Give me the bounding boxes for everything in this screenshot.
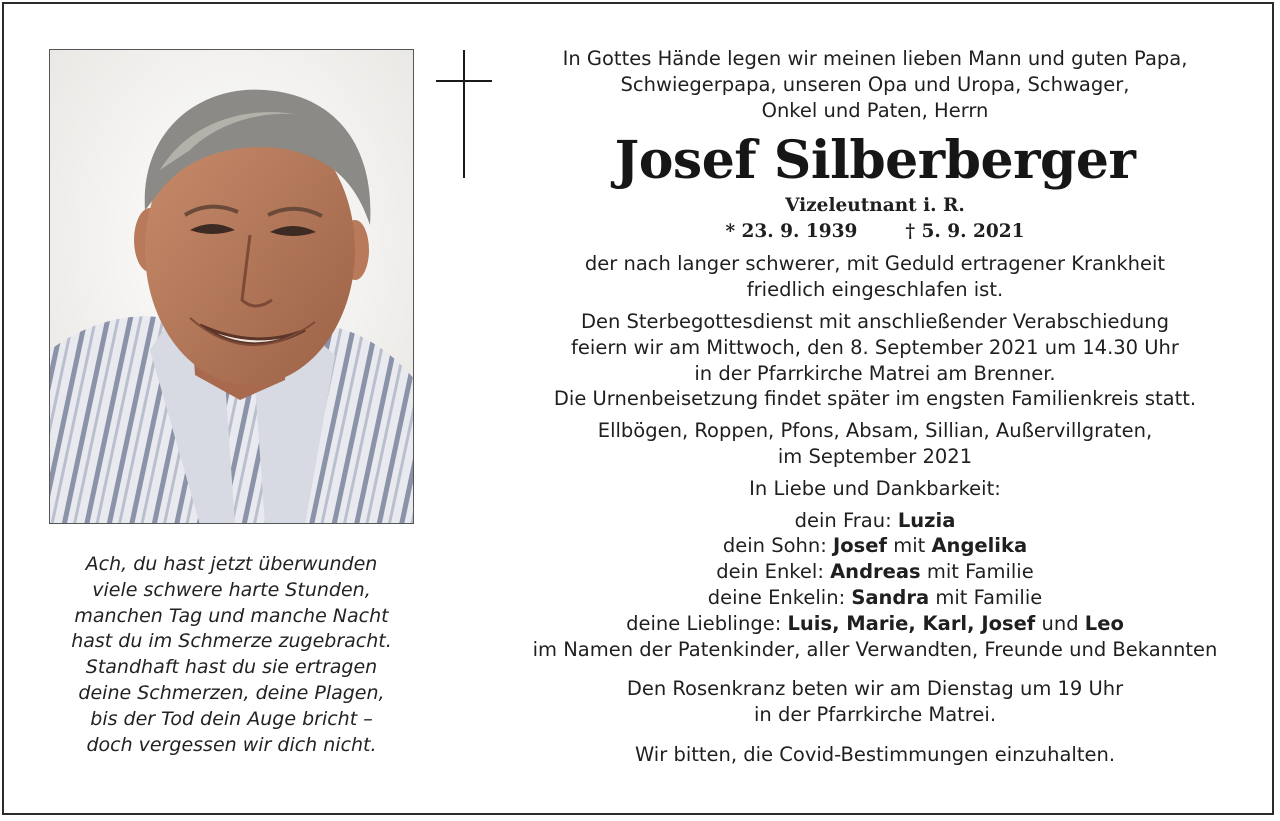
death-date: † 5. 9. 2021 xyxy=(905,221,1025,243)
poem-line: Ach, du hast jetzt überwunden xyxy=(85,553,378,575)
family-member-name: Luzia xyxy=(897,508,956,532)
family-favorites xyxy=(504,611,1246,637)
family-label: dein Sohn: xyxy=(722,534,834,558)
service-line: in der Pfarrkirche Matrei am Brenner. xyxy=(694,361,1056,385)
family-connector: mit xyxy=(887,534,932,558)
family-suffix: mit Familie xyxy=(920,560,1034,584)
family-connector: und xyxy=(1035,611,1085,635)
obituary-text xyxy=(504,46,1246,768)
poem-line: hast du im Schmerze zugebracht. xyxy=(71,630,392,653)
intro-line: In Gottes Hände legen wir meinen lieben Mann und guten Papa, xyxy=(562,47,1188,70)
rosary-line: Den Rosenkranz beten wir am Dienstag um 19 Uhr xyxy=(626,677,1124,701)
intro-line: Schwiegerpapa, unseren Opa und Uropa, Schwager, xyxy=(620,72,1130,96)
family-son xyxy=(504,533,1246,559)
love-line: In Liebe und Dankbarkeit: xyxy=(749,476,1001,500)
memorial-poem xyxy=(49,552,414,758)
family-wife xyxy=(504,508,1246,534)
place-line: Ellbögen, Roppen, Pfons, Absam, Sillian, Außervillgraten, xyxy=(597,419,1153,443)
family-member-name: Andreas xyxy=(830,560,921,584)
family-member-name: Luis, Marie, Karl, Josef xyxy=(787,611,1036,635)
poem-line: Standhaft hast du sie ertragen xyxy=(85,656,378,679)
poem-line: deine Schmerzen, deine Plagen, xyxy=(78,681,385,704)
family-member-name: Leo xyxy=(1084,611,1124,635)
poem-line: doch vergessen wir dich nicht. xyxy=(86,733,377,756)
service-line: Die Urnenbeisetzung findet später im engsten Familienkreis statt. xyxy=(553,387,1197,411)
birth-date: * 23. 9. 1939 xyxy=(725,221,858,243)
poem-line: bis der Tod dein Auge bricht – xyxy=(90,707,373,730)
family-suffix: mit Familie xyxy=(929,585,1043,609)
family-member-name: Angelika xyxy=(931,534,1028,558)
family-member-name: Sandra xyxy=(851,585,930,609)
service-line: Den Sterbegottesdienst mit anschließender Verabschiedung xyxy=(580,309,1170,333)
illness-line: friedlich eingeschlafen ist. xyxy=(746,278,1004,302)
illness-line: der nach langer schwerer, mit Geduld ertragener Krankheit xyxy=(584,252,1166,276)
portrait-photo xyxy=(49,49,414,524)
family-member-name: Josef xyxy=(833,534,887,558)
cross-icon xyxy=(436,50,492,178)
deceased-name: Josef Silberberger xyxy=(614,130,1136,192)
service-line: feiern wir am Mittwoch, den 8. September 2021 um 14.30 Uhr xyxy=(571,335,1179,359)
date-line: im September 2021 xyxy=(777,444,973,468)
covid-notice: Wir bitten, die Covid-Bestimmungen einzuhalten. xyxy=(634,742,1116,766)
family-label: deine Lieblinge: xyxy=(626,611,788,635)
life-dates xyxy=(504,219,1246,245)
family-label: dein Enkel: xyxy=(716,560,831,584)
family-label: dein Frau: xyxy=(794,508,898,532)
rosary-line: in der Pfarrkirche Matrei. xyxy=(753,703,997,727)
intro-line: Onkel und Paten, Herrn xyxy=(761,98,989,122)
family-label: deine Enkelin: xyxy=(707,585,852,609)
deceased-rank: Vizeleutnant i. R. xyxy=(785,195,965,217)
family-others: im Namen der Patenkinder, aller Verwandten, Freunde und Bekannten xyxy=(532,637,1218,661)
obituary-card xyxy=(2,2,1274,815)
family-grandson xyxy=(504,559,1246,585)
poem-line: viele schwere harte Stunden, xyxy=(92,578,371,601)
poem-line: manchen Tag und manche Nacht xyxy=(74,604,389,627)
portrait-illustration xyxy=(50,50,414,524)
family-granddaughter xyxy=(504,585,1246,611)
